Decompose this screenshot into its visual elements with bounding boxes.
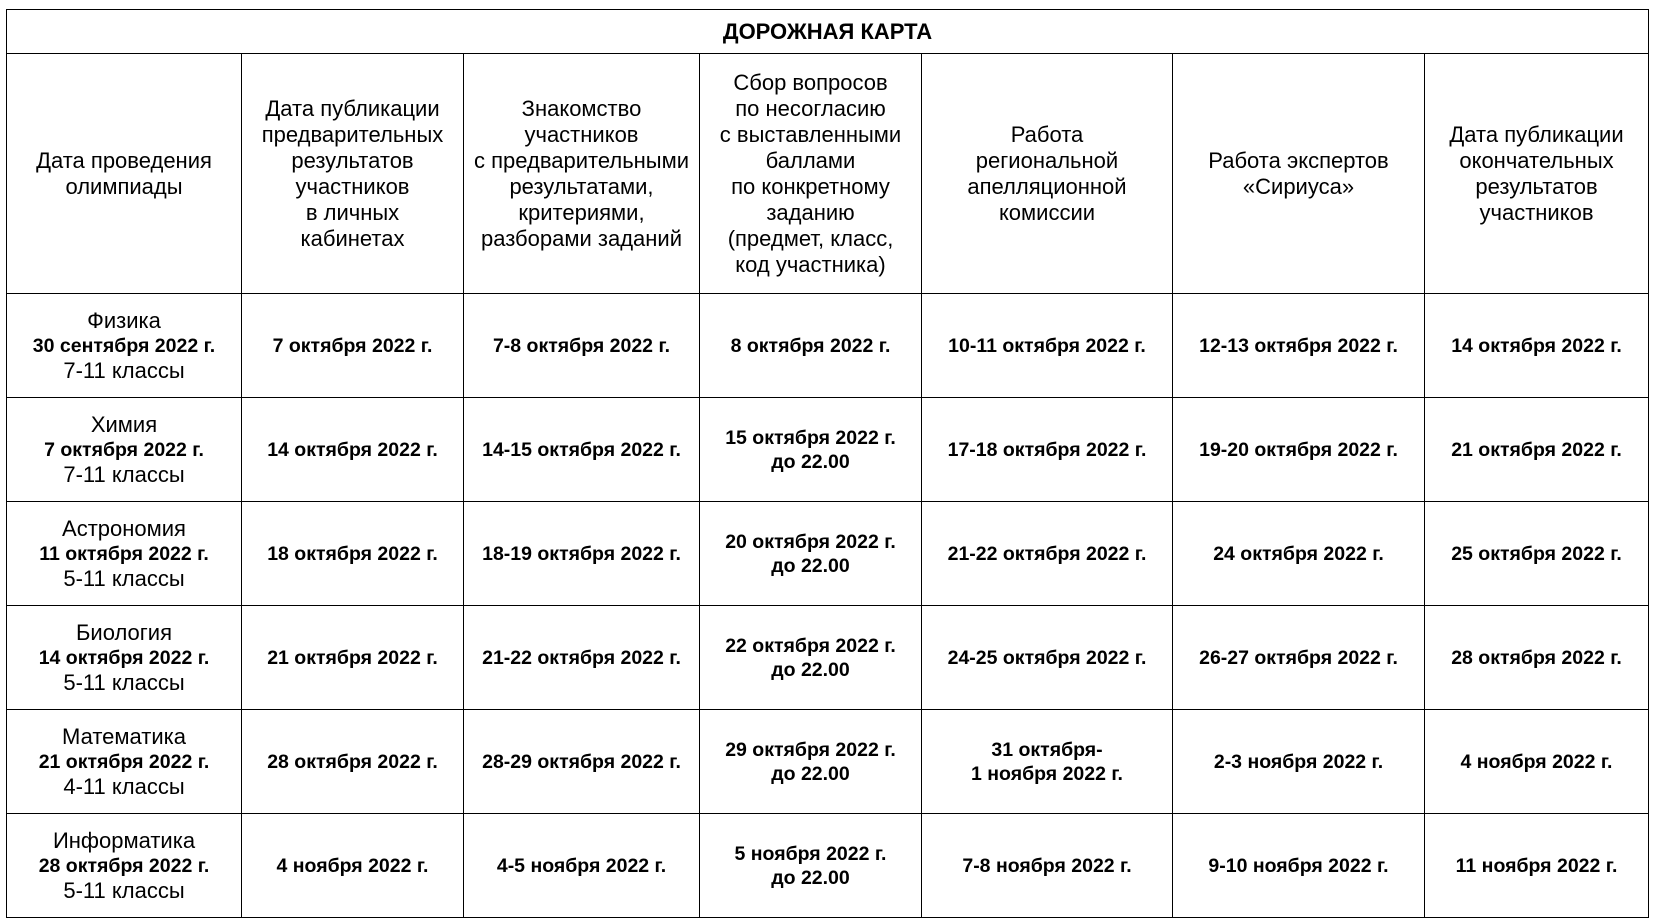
question-collection-cell-line: 15 октября 2022 г. — [725, 426, 896, 449]
question-collection-cell-line: 29 октября 2022 г. — [725, 738, 896, 761]
olympiad-grades: 5-11 классы — [63, 565, 185, 591]
header-sirius-experts — [1173, 54, 1425, 294]
header-appeal-commission — [922, 54, 1173, 294]
header-line: по несогласию — [735, 95, 886, 121]
olympiad-date: 21 октября 2022 г. — [38, 750, 210, 773]
header-line: результатов — [291, 147, 414, 173]
question-collection-cell-line: 22 октября 2022 г. — [725, 634, 896, 657]
table-body — [7, 294, 1649, 918]
appeal-commission-cell — [922, 606, 1173, 710]
table-row — [7, 814, 1649, 918]
olympiad-subject: Математика — [62, 723, 186, 749]
olympiad-date: 11 октября 2022 г. — [39, 542, 209, 565]
question-collection-cell-line: до 22.00 — [771, 450, 850, 473]
header-line: предварительных — [261, 121, 444, 147]
header-line: Работа экспертов — [1208, 147, 1389, 173]
header-line: с предварительными — [473, 147, 690, 173]
table-row — [7, 294, 1649, 398]
question-collection-cell-line: до 22.00 — [771, 658, 850, 681]
prelim-publication-cell: 4 ноября 2022 г. — [242, 814, 464, 918]
appeal-commission-cell-line: 24-25 октября 2022 г. — [947, 646, 1147, 669]
header-prelim-review — [464, 54, 700, 294]
sirius-experts-cell: 12-13 октября 2022 г. — [1173, 294, 1425, 398]
table-title: ДОРОЖНАЯ КАРТА — [7, 10, 1649, 54]
prelim-review-cell: 4-5 ноября 2022 г. — [464, 814, 700, 918]
header-line: Дата публикации — [1449, 121, 1624, 147]
question-collection-cell-line: 5 ноября 2022 г. — [734, 842, 887, 865]
header-line: результатов — [1475, 173, 1598, 199]
table-row — [7, 710, 1649, 814]
olympiad-cell — [7, 398, 242, 502]
appeal-commission-cell — [922, 294, 1173, 398]
appeal-commission-cell — [922, 398, 1173, 502]
final-publication-cell: 21 октября 2022 г. — [1425, 398, 1649, 502]
header-line: апелляционной — [967, 173, 1127, 199]
appeal-commission-cell-line: 31 октября- — [991, 738, 1103, 761]
header-row — [7, 54, 1649, 294]
question-collection-cell-line: до 22.00 — [771, 866, 850, 889]
prelim-publication-cell: 28 октября 2022 г. — [242, 710, 464, 814]
olympiad-grades: 5-11 классы — [63, 877, 185, 903]
header-line: Знакомство — [521, 95, 642, 121]
appeal-commission-cell — [922, 502, 1173, 606]
question-collection-cell — [700, 710, 922, 814]
header-line: «Сириуса» — [1242, 173, 1355, 199]
header-line: Дата проведения — [36, 147, 212, 173]
prelim-review-cell: 28-29 октября 2022 г. — [464, 710, 700, 814]
olympiad-date: 30 сентября 2022 г. — [32, 334, 216, 357]
question-collection-cell-line: до 22.00 — [771, 762, 850, 785]
sirius-experts-cell: 26-27 октября 2022 г. — [1173, 606, 1425, 710]
header-line: олимпиады — [65, 173, 183, 199]
olympiad-subject: Химия — [90, 411, 158, 437]
header-line: в личных — [305, 199, 400, 225]
header-line: заданию — [766, 199, 855, 225]
olympiad-date: 14 октября 2022 г. — [38, 646, 210, 669]
question-collection-cell — [700, 502, 922, 606]
olympiad-cell — [7, 814, 242, 918]
final-publication-cell: 28 октября 2022 г. — [1425, 606, 1649, 710]
header-line: Сбор вопросов — [733, 69, 888, 95]
header-line: код участника) — [735, 251, 886, 277]
olympiad-subject: Информатика — [52, 827, 196, 853]
header-line: участников — [295, 173, 410, 199]
prelim-review-cell: 14-15 октября 2022 г. — [464, 398, 700, 502]
olympiad-date: 28 октября 2022 г. — [38, 854, 210, 877]
header-line: Работа — [1010, 121, 1084, 147]
header-question-collection — [700, 54, 922, 294]
question-collection-cell — [700, 294, 922, 398]
olympiad-subject: Физика — [87, 307, 161, 333]
question-collection-cell — [700, 814, 922, 918]
question-collection-cell-line: до 22.00 — [771, 554, 850, 577]
header-line: Дата публикации — [265, 95, 440, 121]
sirius-experts-cell: 24 октября 2022 г. — [1173, 502, 1425, 606]
olympiad-date: 7 октября 2022 г. — [44, 438, 204, 461]
roadmap-table — [6, 9, 1649, 918]
sirius-experts-cell: 2-3 ноября 2022 г. — [1173, 710, 1425, 814]
olympiad-subject: Биология — [75, 619, 173, 645]
question-collection-cell — [700, 398, 922, 502]
appeal-commission-cell-line: 21-22 октября 2022 г. — [947, 542, 1147, 565]
table-row — [7, 502, 1649, 606]
question-collection-cell-line: 20 октября 2022 г. — [725, 530, 896, 553]
header-olympiad-date — [7, 54, 242, 294]
header-line: участников — [1479, 199, 1594, 225]
appeal-commission-cell-line: 1 ноября 2022 г. — [971, 762, 1123, 785]
header-line: с выставленными — [719, 121, 902, 147]
table-row — [7, 606, 1649, 710]
prelim-review-cell: 18-19 октября 2022 г. — [464, 502, 700, 606]
appeal-commission-cell-line: 7-8 ноября 2022 г. — [962, 854, 1132, 877]
olympiad-grades: 7-11 классы — [63, 461, 185, 487]
appeal-commission-cell-line: 10-11 октября 2022 г. — [948, 334, 1146, 357]
final-publication-cell: 25 октября 2022 г. — [1425, 502, 1649, 606]
prelim-publication-cell: 14 октября 2022 г. — [242, 398, 464, 502]
header-final-publication — [1425, 54, 1649, 294]
sirius-experts-cell: 19-20 октября 2022 г. — [1173, 398, 1425, 502]
olympiad-grades: 7-11 классы — [63, 357, 185, 383]
prelim-publication-cell: 18 октября 2022 г. — [242, 502, 464, 606]
appeal-commission-cell — [922, 814, 1173, 918]
header-line: критериями, — [518, 199, 645, 225]
title-row — [7, 10, 1649, 54]
olympiad-grades: 4-11 классы — [63, 773, 185, 799]
header-line: результатами, — [509, 173, 654, 199]
header-line: региональной — [975, 147, 1119, 173]
header-line: баллами — [765, 147, 856, 173]
appeal-commission-cell-line: 17-18 октября 2022 г. — [947, 438, 1147, 461]
olympiad-cell — [7, 294, 242, 398]
sirius-experts-cell: 9-10 ноября 2022 г. — [1173, 814, 1425, 918]
olympiad-cell — [7, 606, 242, 710]
final-publication-cell: 14 октября 2022 г. — [1425, 294, 1649, 398]
prelim-publication-cell: 21 октября 2022 г. — [242, 606, 464, 710]
prelim-review-cell: 21-22 октября 2022 г. — [464, 606, 700, 710]
olympiad-cell — [7, 710, 242, 814]
appeal-commission-cell — [922, 710, 1173, 814]
header-prelim-publication — [242, 54, 464, 294]
header-line: окончательных — [1459, 147, 1614, 173]
olympiad-grades: 5-11 классы — [63, 669, 185, 695]
prelim-publication-cell: 7 октября 2022 г. — [242, 294, 464, 398]
header-line: (предмет, класс, — [727, 225, 894, 251]
header-line: комиссии — [998, 199, 1096, 225]
question-collection-cell-line: 8 октября 2022 г. — [730, 334, 891, 357]
table-row — [7, 398, 1649, 502]
header-line: по конкретному — [731, 173, 890, 199]
prelim-review-cell: 7-8 октября 2022 г. — [464, 294, 700, 398]
olympiad-subject: Астрономия — [62, 515, 186, 541]
header-line: разборами заданий — [480, 225, 683, 251]
question-collection-cell — [700, 606, 922, 710]
olympiad-cell — [7, 502, 242, 606]
header-line: участников — [524, 121, 639, 147]
final-publication-cell: 4 ноября 2022 г. — [1425, 710, 1649, 814]
header-line: кабинетах — [300, 225, 405, 251]
final-publication-cell: 11 ноября 2022 г. — [1425, 814, 1649, 918]
